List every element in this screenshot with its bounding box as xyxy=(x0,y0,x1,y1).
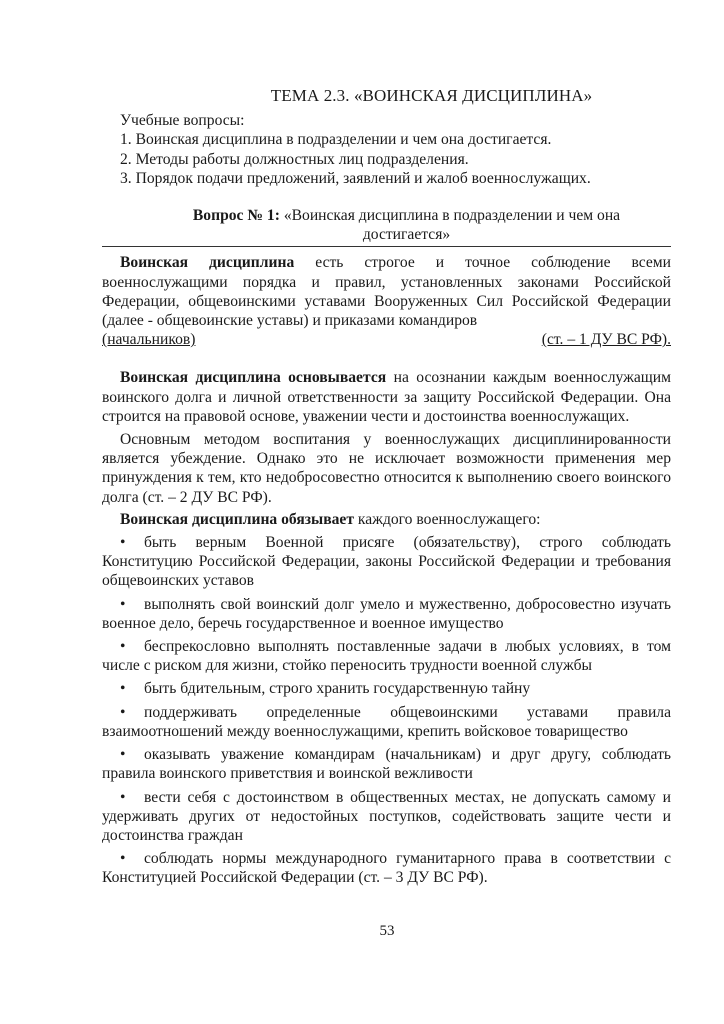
paragraph-obligations-intro xyxy=(102,510,671,529)
section-heading xyxy=(102,206,671,244)
question-item: 1. Воинская дисциплина в подразделении и чем она достигается. xyxy=(120,131,552,149)
questions-heading: Учебные вопросы: xyxy=(120,112,245,130)
list-item xyxy=(102,533,671,591)
list-item-text: вести себя с достоинством в общественных местах, не допускать самому и удерживать других от недостойных поступков, содействовать защите чести и достоинства граждан xyxy=(102,788,671,844)
bullet-icon: • xyxy=(120,638,126,656)
section-heading-label: Вопрос № 1: xyxy=(192,207,280,225)
paragraph-text: на осознании каждым военнослужащим воинского долга и личной ответственности за защиту Российской Федерации. Она строится на правовой основе, уважении чести и достоинства военнослужащих. xyxy=(102,369,672,425)
bullet-icon: • xyxy=(120,788,126,806)
last-line-left: (начальников) xyxy=(102,331,196,349)
list-item xyxy=(102,703,671,741)
question-item: 2. Методы работы должностных лиц подразделения. xyxy=(120,150,469,168)
list-item-text: быть бдительным, строго хранить государственную тайну xyxy=(144,680,531,698)
bullet-icon: • xyxy=(120,595,126,613)
paragraph-text: есть строгое и точное соблюдение всеми военнослужащими порядка и правил, установленных законами Российской Федерации, общевоинскими уставами Вооруженных Сил Российской Федерации (далее - общевоинские уставы) и приказами командиров xyxy=(102,254,671,330)
spacer xyxy=(102,349,671,368)
page-title: ТЕМА 2.3. «ВОИНСКАЯ ДИСЦИПЛИНА» xyxy=(270,86,593,105)
term-bold: Воинская дисциплина xyxy=(120,254,295,272)
section-heading-text: «Воинская дисциплина в подразделении и чем она xyxy=(283,207,621,225)
bullet-icon: • xyxy=(120,746,126,764)
list-item xyxy=(102,849,671,887)
list-item xyxy=(102,637,671,675)
term-bold: Воинская дисциплина обязывает xyxy=(120,510,355,528)
list-item xyxy=(102,679,671,698)
term-bold: Воинская дисциплина основывается xyxy=(120,369,387,387)
list-item-text: выполнять свой воинский долг умело и мужественно, добросовестно изучать военное дело, беречь государственное и военное имущество xyxy=(102,595,671,632)
list-item xyxy=(102,595,671,633)
page-number: 53 xyxy=(379,923,395,939)
question-item: 3. Порядок подачи предложений, заявлений и жалоб военнослужащих. xyxy=(120,169,591,187)
page-content xyxy=(102,86,671,888)
list-item xyxy=(102,788,671,846)
divider-line xyxy=(102,246,671,247)
list-item-text: оказывать уважение командирам (начальникам) и друг другу, соблюдать правила воинского приветствия и воинской вежливости xyxy=(102,746,671,783)
list-item xyxy=(102,745,671,783)
list-item-text: поддерживать определенные общевоинскими уставами правила взаимоотношений между военнослужащими, крепить войсковое товарищество xyxy=(102,703,671,740)
paragraph-text: каждого военнослужащего: xyxy=(354,510,541,528)
bullet-icon: • xyxy=(120,680,126,698)
bullet-icon: • xyxy=(120,534,126,552)
paragraph-definition-last-line xyxy=(102,330,671,349)
paragraph-method: Основным методом воспитания у военнослужащих дисциплинированности является убеждение. Однако это не исключает возможности применения мер принуждения к тем, кто недобросовестно относится к выполнению своего воинского долга (ст. – 2 ДУ ВС РФ). xyxy=(102,431,671,506)
bullet-icon: • xyxy=(120,703,126,721)
list-item-text: соблюдать нормы международного гуманитарного права в соответствии с Конституцией Российской Федерации (ст. – 3 ДУ ВС РФ). xyxy=(102,850,671,887)
bullet-icon: • xyxy=(120,850,126,868)
list-item-text: быть верным Военной присяге (обязательству), строго соблюдать Конституцию Российской Федерации, законы Российской Федерации и требования общевоинских уставов xyxy=(102,534,671,590)
section-heading-text-cont: достигается» xyxy=(362,226,451,244)
list-item-text: беспрекословно выполнять поставленные задачи в любых условиях, в том числе с риском для жизни, стойко переносить трудности военной службы xyxy=(102,638,671,675)
article-reference: (ст. – 1 ДУ ВС РФ). xyxy=(541,331,671,349)
paragraph-basis xyxy=(102,368,671,426)
paragraph-definition xyxy=(102,253,671,330)
